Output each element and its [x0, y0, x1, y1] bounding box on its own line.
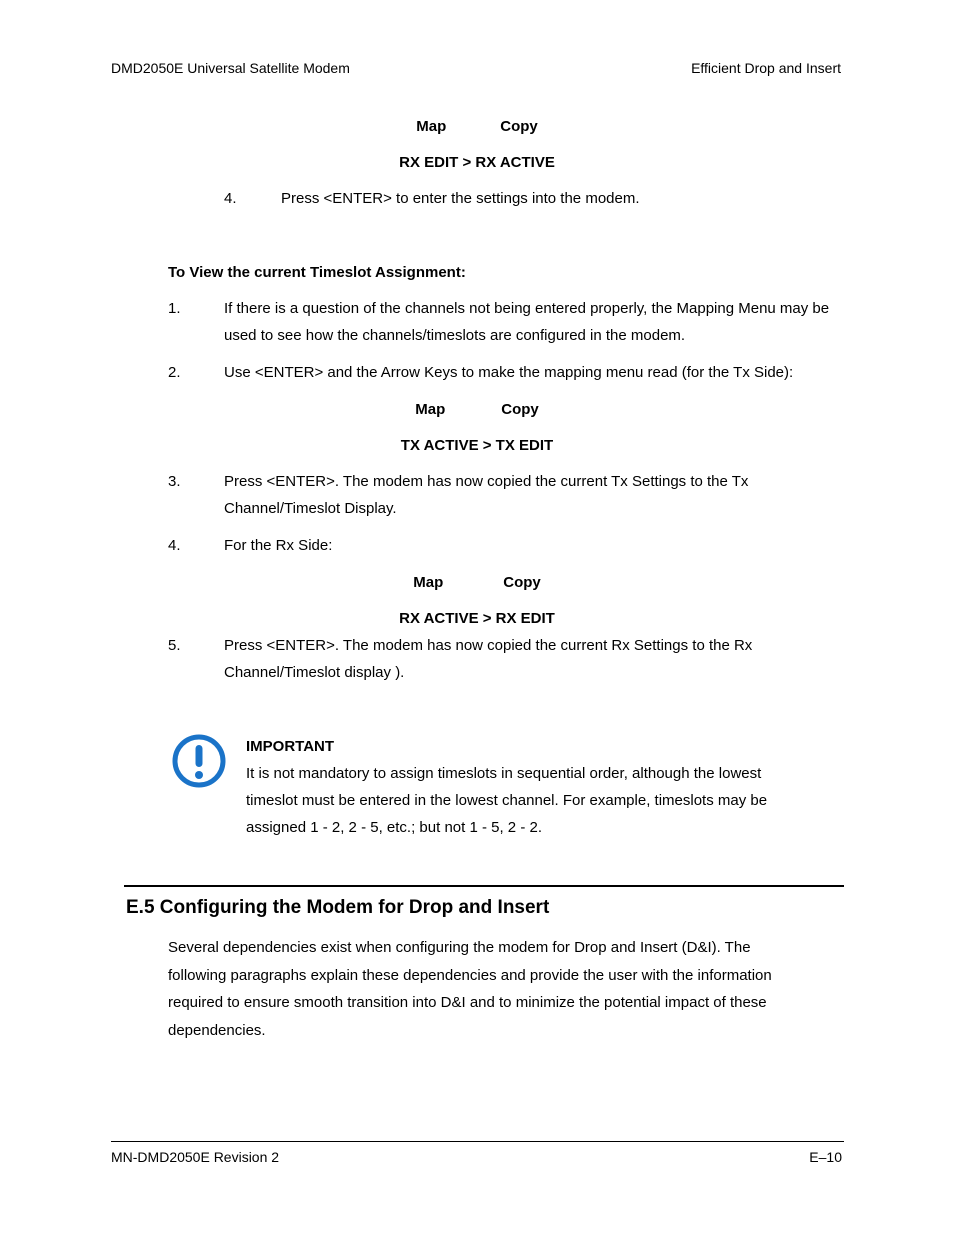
step-text: Press <ENTER>. The modem has now copied the current Rx Settings to the Rx Channel/Timeslot display ). [224, 637, 753, 681]
step-text: Press <ENTER>. The modem has now copied the current Tx Settings to the Tx Channel/Timeslot Display. [224, 473, 749, 517]
footer-page-number: E–10 [809, 1149, 842, 1165]
menu-map-label: Map [413, 574, 444, 591]
section-heading-e5: E.5 Configuring the Modem for Drop and Insert [126, 897, 550, 918]
step-text: If there is a question of the channels not being entered properly, the Mapping Menu may be used to see how the channels/timeslots are configured in the modem. [224, 300, 830, 344]
menu-map-copy-rx [0, 574, 954, 591]
menu-line-rx-active: RX ACTIVE > RX EDIT [399, 610, 555, 627]
step-number: 3. [168, 473, 181, 490]
menu-line-rx-edit: RX EDIT > RX ACTIVE [399, 154, 555, 171]
menu-line-tx-active: TX ACTIVE > TX EDIT [400, 437, 554, 454]
step-number: 2. [168, 364, 181, 381]
menu-map-copy-tx [0, 401, 954, 418]
important-title: IMPORTANT [246, 738, 335, 755]
step-text: Press <ENTER> to enter the settings into the modem. [281, 190, 640, 207]
menu-map-label: Map [415, 401, 446, 418]
step-number: 4. [224, 190, 237, 207]
step-number: 5. [168, 637, 181, 654]
step-text: For the Rx Side: [224, 537, 333, 554]
important-text: It is not mandatory to assign timeslots in sequential order, although the lowest timeslot must be entered in the lowest channel. For example, timeslots may be assigned 1 - 2, 2 - 5, etc.; but not 1 - 5, 2 - 2. [246, 765, 768, 836]
step-number: 1. [168, 300, 181, 317]
section-divider [124, 885, 844, 887]
menu-copy-label: Copy [500, 118, 538, 135]
step-text: Use <ENTER> and the Arrow Keys to make the mapping menu read (for the Tx Side): [224, 364, 794, 381]
menu-map-label: Map [416, 118, 447, 135]
footer-doc-id: MN-DMD2050E Revision 2 [111, 1149, 280, 1165]
menu-copy-label: Copy [501, 401, 539, 418]
section-heading-view-timeslot: To View the current Timeslot Assignment: [168, 264, 466, 281]
section-body: Several dependencies exist when configuring the modem for Drop and Insert (D&I). The following paragraphs explain these dependencies and provide the user with the information required to ensure smooth transition into D&I and to minimize the potential impact of these dependencies. [168, 939, 772, 1039]
menu-copy-label: Copy [503, 574, 541, 591]
step-number: 4. [168, 537, 181, 554]
menu-map-copy-1 [0, 118, 954, 135]
footer-rule [111, 1141, 844, 1142]
header-section: Efficient Drop and Insert [691, 60, 841, 76]
header-title: DMD2050E Universal Satellite Modem [111, 60, 350, 76]
exclamation-circle-icon [171, 733, 227, 789]
